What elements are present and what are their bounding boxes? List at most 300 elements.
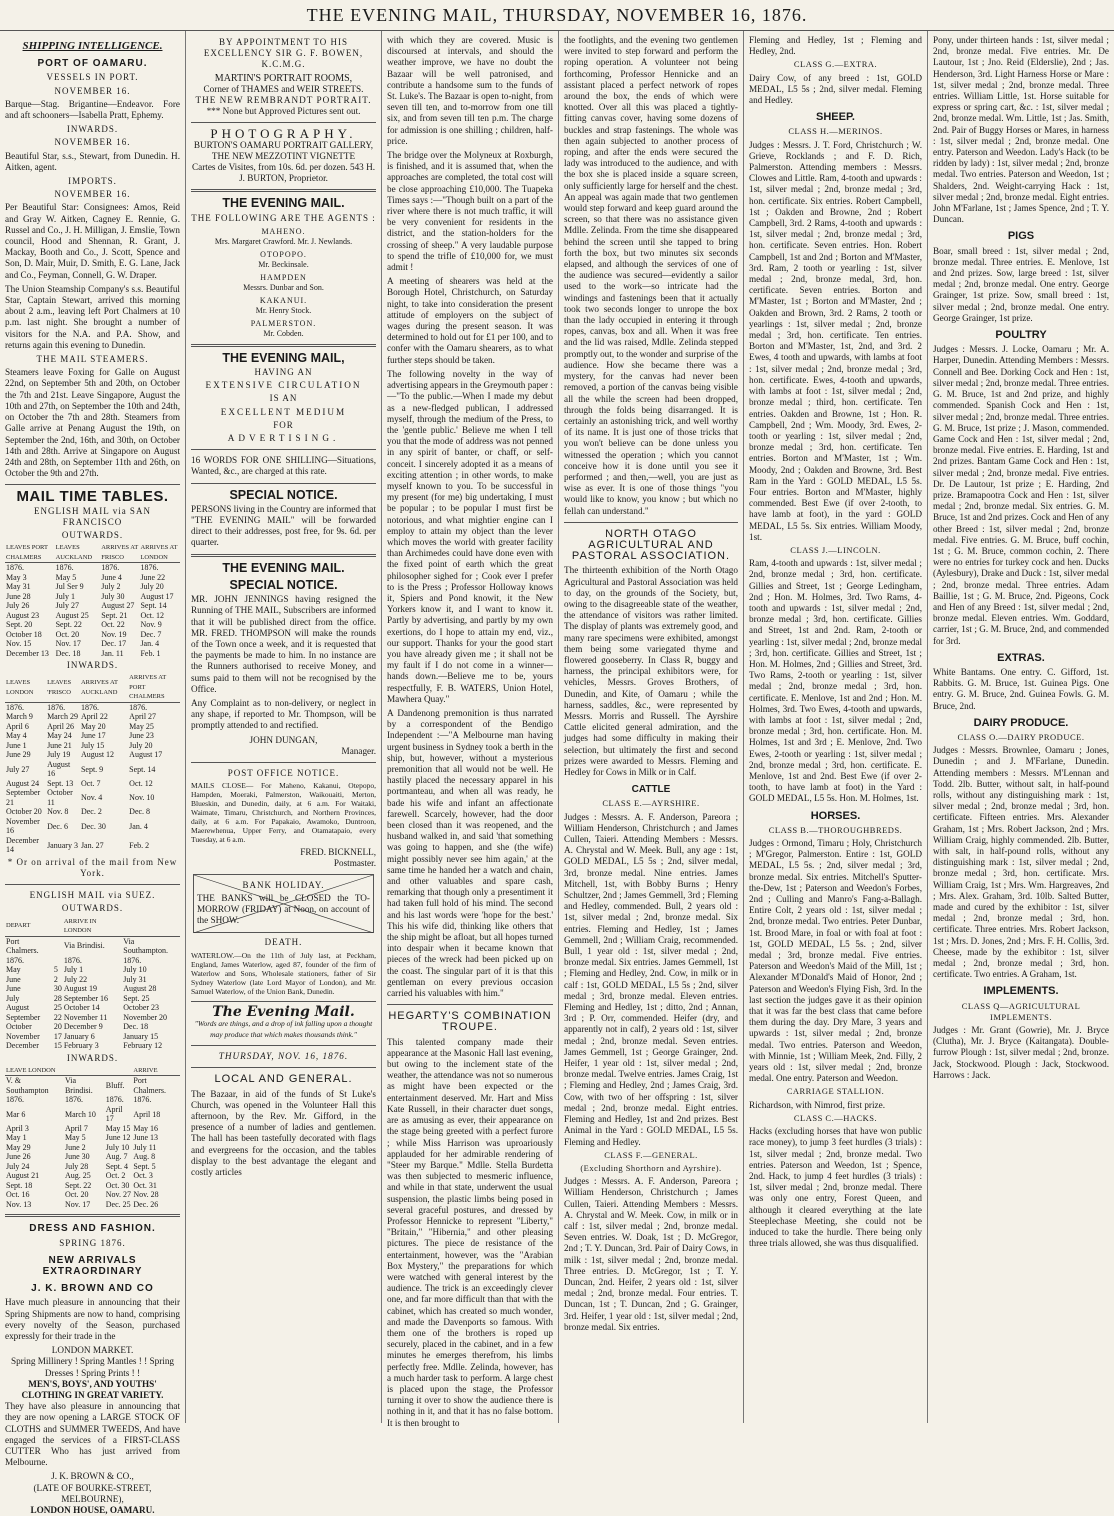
agent-town: HAMPDEN — [260, 272, 307, 282]
table-cell: Oct. 30 — [105, 1180, 130, 1190]
table-cell: June 28 — [6, 591, 31, 601]
table-cell: June 4 — [101, 572, 122, 582]
table-cell: Nov. 10 — [129, 793, 155, 803]
table-cell: Dec. 8 — [129, 807, 151, 817]
suez-inwards-heading: INWARDS. — [66, 1052, 119, 1063]
divider — [191, 189, 376, 192]
hacks-continued: Pony, under thirteen hands : 1st, silver medal ; 2nd, bronze medal. Five entries. Mr. De Lautour, 1st ; Jno. Reid (Elderslie), 2nd ; Jas. Henderson, 3rd. Light Harness Horse or Mare : 1st, silver medal ; 2nd, bronze medal. Three entries. William Little, 1st. Horse suitable for express or spring cart, &c. : 1st, silver medal ; 2nd, bronze medal. Wm. Little, 1st ; Jas. Smith, 2nd. Pair of Buggy Horses or Mares, in harness : 1st, silver medal ; 2nd, bronze medal. One entry. Paterson and Weedon. Lady's Hack (to be ridden by lady) : 1st, silver medal ; 2nd, bronze medal. Two entries. Paterson and Weedon, 1st ; Shalders, 2nd. Weight-carrying Hack : 1st, silver medal ; 2nd, bronze medal. Eight entries. John M'Farlane, 1st ; James Spence, 2nd ; T. Y. Duncan. — [933, 35, 1109, 225]
table-cell: June 12 — [105, 1133, 131, 1143]
spring-goods: Spring Millinery ! Spring Mantles ! ! Spring Dresses ! Spring Prints ! ! — [10, 1356, 175, 1378]
table-cell: 1876. — [133, 1095, 152, 1105]
hegarty-text: This talented company made their appearance at the Masonic Hall last evening, but owing to the inclement state of the weather, the attendance was not so numerous as might have been expected or the entertainment deserved. Mr. Hart and Miss Kate Russell, in their character duet songs, are as amusing as ever, their appearance on the stage being greeted with a perfect furore ; while Miss Harrison was uproariously applauded for her admirable rendering of "Steer my Barque." Mdlle. Stella Burdetta was then subjected to mesmeric influence, and while in that state, underwent the usual suspension, the plastic limbs being posed in several graceful postures, and dressed by Professor Hennicke to represent "Liberty," "Britain," "Hibernia," and other pleasing pictures. The piece de resistance of the entertainment, however, was the "Arabian Box Mystery," the preparations for which were watched with general interest by the audience. The trick is an exceedingly clever one, and far more difficult than that with the cabinet, which has created so much wonder, and made the Davenports so famous. With them one of the brothers is roped up securely, placed in the cabinet, and in a few minutes he emerges therefrom, his limbs perfectly free. Mdlle. Zelinda, however, has a much harder task to perform. A large chest is placed upon the stage, the Professor turning it over to show the audience there is nothing in it, and that it has no false bottom. It is then brought to — [387, 1036, 553, 1428]
cattle-text: Judges : Messrs. A. F. Anderson, Pareora ; William Henderson, Christchurch ; and James Cullen, Taieri. Attending Members : Messrs. A. Chrystal and W. Meek. Bull, any age : 1st, GOLD MEDAL, L5 5s ; 2nd, silver medal, 3rd, bronze medal. Nine entries. James Mitchell, 1st, with Bobby Burns ; Henry Schultzer, 2nd ; James Gemmell, 3rd ; Fleming and Hedley, commended. Bull, 2 years old : 1st, silver medal ; 2nd, bronze medal. Six entries. Fleming and Hedley, 1st ; James Gemmell, 2nd ; William Craig, recommended. Bull, 1 year old : 1st, silver medal ; 2nd, bronze medal. Six entries. James Gemmell, 1st ; Fleming and Hedley, 2nd. Cow, in milk or in calf : 1st, GOLD MEDAL, L5 5s ; 2nd, silver medal ; 3rd, bronze medal. Eleven entries. Fleming and Hedley, 1st ; ditto, 2nd ; Annan, 3rd ; P. Orr, commended. Heifer (dry, and apparently not in calf), 2 years old : 1st, silver medal ; 2nd, bronze medal. Seven entries. James Gemmell, 1st ; George Grainger, 2nd. Heifer, 1 year old : 1st, silver medal ; 2nd, bronze medal. Twelve entries. James Craig, 1st ; Fleming and Hedley, 2nd ; James Craig, 3rd. Cow, with two of her offspring : 1st, silver medal ; 2nd, bronze medal. Eight entries. Fleming and Hedley, 1st and 2nd prizes. Best Animal in the Yard : GOLD MEDAL, L5 5s. Fleming and Hedley. — [564, 811, 738, 1147]
table-cell: Oct. 3 — [133, 1171, 153, 1181]
steamers-text: Steamers leave Foxing for Galle on August 22nd, on September 5th and 20th, on October the 7th and 21st. Leave Singapore, August the 10th and 27th, on September the 10th and 24th, on October the 7th and 28th. Steamers from Galle arrive at Penang August the 19th, on September the 2nd, 16th, and 30th, on October 14th and 28th. Arrive at Singapore on August 24th and 28th, on September 11th and 26th, on October the 9th and 27th. — [5, 367, 180, 479]
table-cell: April 3 — [6, 1123, 29, 1133]
table-cell: December — [6, 1041, 39, 1051]
class-g-text: Dairy Cow, of any breed : 1st, GOLD MEDAL, L5 5s ; 2nd, silver medal. Fleming and Hedley. — [749, 72, 922, 106]
hegarty-heading: HEGARTY'S COMBINATION TROUPE. — [388, 1010, 552, 1034]
date-line: THURSDAY, NOV. 16, 1876. — [218, 1051, 349, 1062]
sf-note: * Or on arrival of the mail from New York. — [7, 856, 178, 879]
table-cell: Nov. 17 — [64, 1199, 91, 1209]
sheep-text: Judges : Messrs. J. T. Ford, Christchurch ; W. Grieve, Rocklands ; and F. D. Rich, Palmerston. Attending members : Messrs. Clowes and Little. Ram, 4-tooth and upwards : 1st, silver medal ; 2nd, bronze medal ; 3rd, hon. certificate. Six entries. Robert Campbell, 1st ; Oakden and Browne, 2nd ; Robert Campbell, 3rd. 2 Rams, 4-tooth and upwards : 1st, silver medal ; 2nd, bronze medal ; 3rd, hon. certificate. Seven entries. Hon. Robert Campbell, 1st and 2nd ; Borton and M'Master, 3rd. Ram, 2 tooth or yearling : 1st, silver medal ; 2nd, bronze medal, 3rd, hon. certificate. Seven entries. Borton and M'Master, 1st ; Borton and M'Master, 2nd ; Oakden and Brown, 3rd. 2 Rams, 2 tooth or yearlings : 1st, silver medal ; 2nd, bronze medal ; 3rd, hon. certificate. Ten entries. Borton and M'Master, 1st, 2nd, and 3rd. 2 Ewes, 4 tooth and upwards, with lambs at foot : 1st, silver medal ; 2nd, bronze medal ; 3rd, hon. certificate. Ewes, 4-tooth and upwards, with lambs at foot : 1st, silver medal ; 2nd, bronze medal ; third, hon. certificate. Ten entries. Oakden and Browne, 1st ; Hon. R. Campbell, 2nd ; Wm. Moody, 3rd. Ewes, 2-tooth or yearling : 1st, silver medal ; 2nd, bronze medal ; 3rd, hon. certificate. Ten entries. Borton and M'Master, 1st ; Wm. Moody, 2nd ; Oakden and Browne, 3rd. Best Ram in the Yard : GOLD MEDAL, L5 5s. Four entries. Borton and M'Master, highly commended. Best Ewe (if over 2-tooth, to have lamb at foot), in the yard : GOLD MEDAL, L5 5s. Six entries. William Moody, 1st. — [749, 139, 922, 542]
table-row — [5, 1076, 180, 1096]
table-cell: Nov. 15 — [6, 639, 32, 649]
table-row — [5, 722, 180, 732]
table-cell: 1876. — [55, 563, 74, 573]
in-port-date: NOVEMBER 16. — [54, 85, 131, 96]
column-header — [53, 917, 63, 937]
table-cell: January 6 — [63, 1031, 95, 1041]
table-cell: Sept. 5 — [133, 1161, 156, 1171]
table-cell: Aug. 7 — [105, 1152, 128, 1162]
table-cell: March 10 — [64, 1109, 96, 1119]
table-cell: January 3 — [47, 840, 78, 850]
suez-heading: ENGLISH MAIL via SUEZ. — [29, 890, 156, 901]
table-cell: 22 — [53, 1012, 62, 1022]
table-row — [5, 936, 180, 956]
table-cell: February 12 — [123, 1041, 163, 1051]
table-row — [5, 760, 180, 779]
for-line: FOR — [273, 419, 294, 430]
table-cell: July 27 — [55, 601, 79, 611]
agents-heading: THE EVENING MAIL. — [222, 196, 345, 211]
table-cell: 1876. — [64, 1095, 83, 1105]
table-row — [5, 788, 180, 807]
table-cell: May 20 — [80, 721, 106, 731]
table-cell: June 26 — [6, 1152, 31, 1162]
table-cell: July 26 — [6, 601, 30, 611]
table-cell: August 21 — [6, 1171, 40, 1181]
troupe-text: the footlights, and the evening two gentlemen were invited to step forward and perform the roping operation. A volunteer not being forthcoming, Professor Hennicke and an assistant placed a perfect network of ropes around the box, the ends of which were knotted. Over all this was placed a tightly-fitting canvas cover, having some dozens of buckles and strap fastenings. The whole was then again subjected to another process of roping, and after the ends were secured the lady was introduced to the audience, and with the box she is placed inside a square screen, only sufficiently large for herself and the chest. An appeal was again made that two gentlemen would step forward and keep guard around the screen, so that there was no assistance given Mdlle. Zelinda. From the time she disappeared behind the screen until she tapped to bring forth the box, but two minutes six seconds elapsed, and although the services of one of the audience was secured—evidently a sailor used to the work—so intricate had the windings and fastenings been that it actually took two seconds longer to unrope the box than the lady occupied in entering it through ropes, canvas, box and all. When it was free and the lid was raised, Mdlle. Zelinda stepped promptly out, to the wonder and surprise of the audience. How she became there was a mystery, for the canvas had never been removed, a portion of the canvas being visible all the while the screen had been dropped, through the folds being disarranged. It is certainly an astonishing trick, and well worthy of its name. It is just one of those tricks that you won't believe can be done unless you witnessed the operation ; which you cannot conceive how it is done until you see it performed ; and then,—well, you are just as wise as ever. It is one of those things "you would like to know, you know ; but which no fellah can understand." — [564, 35, 738, 516]
column-header: LEAVE LONDON — [5, 1066, 64, 1076]
table-cell: 1876. — [63, 955, 82, 965]
column-header — [122, 917, 180, 937]
pigs-heading: PIGS — [1007, 230, 1035, 243]
table-cell: April 27 — [129, 712, 157, 722]
table-cell: Jul Ser 9 — [55, 582, 84, 592]
table-cell: Via Brindisi. — [63, 941, 105, 951]
table-cell — [53, 956, 63, 966]
is-an-line: IS AN — [269, 393, 298, 404]
table-cell: Via Brindisi. — [64, 1076, 93, 1095]
new-arrivals-heading: NEW ARRIVALS EXTRAORDINARY — [42, 1254, 143, 1277]
agents-list — [191, 227, 376, 339]
table-cell: August 12 — [80, 750, 115, 760]
lincoln-text: Ram, 4-tooth and upwards : 1st, silver medal ; 2nd, bronze medal ; 3rd, hon. certificate. Gillies and Street, 1st ; George Ledingham, 2nd ; Hon. M. Holmes, 3rd. Two Rams, 4-tooth and upwards : 1st, silver medal ; 2nd, bronze medal ; 3rd, hon. certificate. Gillies and Street, 1st and 2nd. Ram, 2-tooth or yearling : 1st, silver medal ; 2nd, bronze medal ; 3rd, hon. certificate. Gillies and Street, 1st ; Hon. M. Holmes, 2nd ; Gillies and Street, 3rd. Two Rams, 2-tooth or yearling : 1st, silver medal ; 2nd, bronze medal ; 3rd, hon. certificate. E. Menlove, 1st and 2nd ; Hon. M. Holmes, 3rd. Two Ewes, 4-tooth and upwards, with lambs at foot : 1st, silver medal ; 2nd, bronze medal ; 3rd, hon. certificate. Hon. M. Holmes, 1st and 3rd ; E. Menlove, 2nd. Two Ewes, 2-tooth or yearling : 1st, silver medal ; 2nd, bronze medal ; 3rd, hon. certificate. E. Menlove, 1st and 2nd. Best Ewe (if over 2-tooth, to have lamb at foot) in the Yard : GOLD MEDAL, L5 5s. Hon. M. Holmes, 1st. — [749, 558, 922, 804]
table-cell: May 25 — [129, 721, 154, 731]
table-cell: May 5 — [64, 1133, 86, 1143]
excellent-line: EXCELLENT MEDIUM — [220, 406, 347, 417]
table-cell: 30 — [53, 984, 62, 994]
table-cell: 5 — [53, 965, 58, 975]
dress-heading: DRESS AND FASHION. — [29, 1223, 156, 1235]
table-cell: March 9 — [6, 712, 33, 722]
table-cell: July 1 — [55, 591, 75, 601]
sf-heading: ENGLISH MAIL via SAN FRANCISCO — [34, 505, 151, 527]
table-cell: 1876. — [6, 702, 24, 712]
suez-inwards-table — [5, 1066, 180, 1210]
table-cell: May 16 — [133, 1123, 159, 1133]
table-row — [5, 1181, 180, 1191]
mail-tables-heading: MAIL TIME TABLES. — [16, 488, 169, 506]
table-cell: 1876. — [101, 563, 120, 573]
table-row — [5, 1200, 180, 1210]
table-cell: 1876. — [6, 563, 24, 573]
table-row — [5, 1022, 180, 1032]
table-cell: May — [6, 965, 21, 975]
column-header — [105, 1066, 133, 1076]
class-f-heading: CLASS F.—GENERAL. — [604, 1149, 698, 1160]
table-cell: Dec. 18 — [55, 648, 81, 658]
in-port-text: Barque—Stag. Brigantine—Endeavor. Fore and aft schooners—Isabella Pratt, Ephemy. — [5, 98, 180, 121]
table-cell: November 11 — [63, 1012, 108, 1022]
table-cell: October 20 — [6, 807, 42, 817]
table-cell: July 24 — [6, 1161, 30, 1171]
table-cell: Feb. 2 — [129, 840, 150, 850]
table-cell: May 24 — [47, 731, 72, 741]
table-cell: 1876. — [105, 1095, 124, 1105]
table-cell: July 1 — [63, 965, 84, 975]
table-row — [5, 1124, 180, 1134]
table-cell: June 17 — [80, 731, 106, 741]
table-cell: Oct. 20 — [64, 1190, 89, 1200]
table-row — [5, 611, 180, 621]
divider — [191, 1001, 376, 1002]
table-row — [5, 817, 180, 836]
table-cell: Aug. 8 — [133, 1152, 156, 1162]
union-text: The Union Steamship Company's s.s. Beautiful Star, Captain Stewart, arrived this morning about 2 a.m., leaving left Port Chalmers at 10 p.m. last night. She brought a number of visitors for the N.A. and P.A. Show, and returns again this evening to Dunedin. — [5, 283, 180, 350]
table-cell: Sept. 14 — [129, 764, 156, 774]
table-cell: August 23 — [6, 610, 40, 620]
suez-outwards-table — [5, 917, 180, 1051]
table-row — [5, 1171, 180, 1181]
hacks-text: Hacks (excluding horses that have won public race money), to jump 3 feet hurdles (3 trials) : 1st, silver medal ; 2nd, bronze medal. Two entries. Paterson and Weedon, 1st ; Spence, 2nd. Hack, to jump 4 feet hurdles (3 trials) : 1st, silver medal ; 2nd, bronze medal. There was only one entry, Forest Queen, and although it cleared everything at the late Steeplechase Meeting, she could not be induced to take the hurdle. There being only three trials allowed, she was thus disqualified. — [749, 1126, 922, 1249]
table-cell: July 10 — [105, 1142, 130, 1152]
martin-heading: MARTIN'S PORTRAIT ROOMS, — [214, 72, 353, 84]
table-cell: Oct. 31 — [133, 1180, 157, 1190]
rembrandt-line: THE NEW REMBRANDT PORTRAIT. — [195, 95, 372, 106]
table-cell: June 23 — [129, 731, 154, 741]
table-row — [5, 750, 180, 760]
table-row — [5, 965, 180, 975]
table-row — [5, 1152, 180, 1162]
carriage-heading: CARRIAGE STALLION. — [786, 1086, 885, 1097]
steamers-heading: THE MAIL STEAMERS. — [36, 354, 149, 365]
table-cell: Feb. 1 — [140, 648, 161, 658]
agent-name: Mr. Cobden. — [263, 328, 304, 338]
table-cell: July 10 — [123, 965, 147, 975]
table-cell: August 24 — [6, 778, 40, 788]
table-cell: August — [6, 1003, 30, 1013]
table-cell: November 20 — [123, 1012, 168, 1022]
table-cell: June — [6, 984, 21, 994]
table-cell: July 11 — [133, 1142, 157, 1152]
column-4 — [559, 31, 744, 1423]
table-row — [5, 630, 180, 640]
table-cell: Nov. 28 — [133, 1190, 159, 1200]
column-2 — [186, 31, 382, 1423]
cross-out-mark — [194, 875, 373, 933]
table-cell: Dec. 6 — [47, 821, 68, 831]
column-header: LEAVES PORT CHALMERS — [5, 543, 55, 563]
death-text: WATERLOW.—On the 11th of July last, at Peckham, England, James Waterlow, aged 87, founder of the firm of Waterlow and Sons, Wholesale stationers, father of Sir Sydney Waterlow (late Lord Mayor of London), and Mr. Samuel Waterlow, of the Union Bank, Dunedin. — [191, 950, 376, 996]
table-cell: Sept. 13 — [47, 778, 74, 788]
page-columns — [0, 31, 1114, 1516]
agent-town: MAHENO. — [261, 226, 306, 236]
postmaster-title: Postmaster. — [333, 858, 376, 869]
show-heading: NORTH OTAGO AGRICULTURAL AND PASTORAL ASSOCIATION. — [571, 527, 731, 563]
table-row — [5, 1041, 180, 1051]
table-cell: Bluff. — [105, 1081, 125, 1091]
class-f-continued: Fleming and Hedley, 1st ; Fleming and Hedley, 2nd. — [749, 35, 922, 57]
poultry-text: Judges : Messrs. J. Locke, Oamaru ; Mr. A. Harper, Dunedin. Attending Members : Messrs. Connell and Bee. Dorking Cock and Hen : 1st, silver medal ; 2nd, bronze medal. Three entries. G. M. Bruce, 1st and 2nd prize, and highly commended. Spanish Cock and Hen : 1st, silver medal ; 2nd, bronze medal. Three entries. G. M. Bruce, 1st prize ; J. Mason, commended. Game Cock and Hen : 1st, silver medal ; 2nd, bronze medal. Five entries. E. Harding, 1st and 2nd prizes. Bantam Game Cock and Hen : 1st, silver medal ; 2nd, bronze medal. Five entries. Dr. De Lautour, 1st prize ; E. Harding, 2nd prize. Bramapootra Cock and Hen : 1st, silver medal ; 2nd, bronze medal. Six entries. G. M. Bruce, 1st and 2nd prizes. Cock and Hen of any other Breed : 1st, silver medal ; 2nd, bronze medal. Five entries. G. M. Bruce, buff cochin, 1st ; G. M. Bruce, common cochin, 2. There were no entries for turkey cock and hen. Ducks (Aylesbury), Drake and Duck : 1st, silver medal ; 2nd, bronze medal. Three entries. Adam Baillie, 1st ; G. M. Bruce, 2nd. Pigeons, Cock and Hen of any Breed : 1st, silver medal ; 2nd, bronze medal. Eleven entries. Wm. Goddard, carrier, 1st ; G. M. Bruce, 2nd, and commended for 3rd. — [933, 344, 1109, 646]
agents-intro: THE FOLLOWING ARE THE AGENTS : — [191, 212, 376, 223]
table-row — [5, 1143, 180, 1153]
divider — [5, 1214, 180, 1217]
table-cell: Port Chalmers. — [133, 1076, 167, 1095]
agent-town: PALMERSTON. — [250, 318, 317, 328]
port-heading: PORT OF OAMARU. — [37, 58, 148, 70]
dairy-heading: DAIRY PRODUCE. — [973, 716, 1069, 729]
class-f-sub: (Excluding Shorthorn and Ayrshire). — [580, 1162, 722, 1173]
table-cell: August 17 — [129, 750, 163, 760]
table-cell: Oct. 22 — [101, 620, 125, 630]
table-cell: September 16 — [63, 993, 109, 1003]
table-row — [5, 712, 180, 722]
table-cell: Dec. 30 — [80, 821, 106, 831]
brown-heading: J. K. BROWN AND CO — [31, 1283, 154, 1295]
table-row — [5, 1003, 180, 1013]
table-cell: June 29 — [6, 750, 31, 760]
mezzotint: THE NEW MEZZOTINT VIGNETTE — [211, 150, 356, 161]
table-cell: April 6 — [6, 721, 29, 731]
table-cell: May 5 — [55, 572, 77, 582]
table-cell: June 13 — [133, 1133, 159, 1143]
table-row — [5, 1190, 180, 1200]
table-row — [5, 731, 180, 741]
bank-holiday-notice — [193, 874, 374, 934]
dungan-name: JOHN DUNGAN, — [249, 734, 318, 745]
table-cell: July 30 — [101, 591, 125, 601]
column-header — [64, 1066, 105, 1076]
table-cell: Oct. 7 — [80, 778, 101, 788]
table-cell: July 22 — [63, 974, 88, 984]
table-cell: Sept. 20 — [6, 620, 33, 630]
complaint-text: Any Complaint as to non-delivery, or neglect in any shape, if reported to Mr. Thompson, will be promptly attended to and rectified. — [191, 697, 376, 731]
poultry-heading: POULTRY — [995, 329, 1047, 342]
shipping-heading: SHIPPING INTELLIGENCE. — [22, 40, 163, 52]
extras-text: White Bantams. One entry. C. Gifford, 1st. Rabbits. G. M. Bruce, 1st. Guinea Pigs. One entry. G. M. Bruce, 2nd. Guinea Fowls. G. M. Bruce, 2nd. — [933, 666, 1109, 711]
imports-text: Per Beautiful Star: Consignees: Amos, Reid and Gray W. Aitken, Cagney E. Rennie, G. Russel and Co., J. H. Milligan, J. Emslie, Town council, Hood and Shennan, R. Grant, J. Mackay, Booth and Co., J. Scott, Spence and Son, D. Mair, Muir, D. Smith, E. G. Lane, Jack and Co., Feyman, Connell, G. W. Draper. — [5, 202, 180, 280]
table-cell: July 27 — [6, 764, 30, 774]
table-cell: July — [6, 993, 20, 1003]
table-cell: July 28 — [64, 1161, 89, 1171]
table-row — [5, 573, 180, 583]
london-market: LONDON MARKET. — [51, 1345, 134, 1356]
agent-town: KAKANUI. — [259, 295, 308, 305]
table-row — [5, 1032, 180, 1042]
spring-heading: SPRING 1876. — [59, 1237, 126, 1248]
table-cell: July 2 — [101, 582, 121, 592]
table-cell: June — [6, 974, 21, 984]
brown-house: LONDON HOUSE, OAMARU. — [30, 1505, 155, 1516]
table-cell: June 2 — [64, 1142, 86, 1152]
column-header: ARRIVE — [132, 1066, 180, 1076]
table-cell: 1876. — [129, 702, 148, 712]
table-cell: V. & Southampton — [6, 1076, 49, 1095]
table-cell: Sept. 21 — [101, 610, 128, 620]
imports-heading: IMPORTS. — [68, 176, 117, 187]
table-cell: November — [6, 1031, 40, 1041]
table-cell: June 21 — [47, 740, 72, 750]
table-cell: 20 — [53, 1022, 62, 1032]
table-cell: Dec. 17 — [101, 639, 127, 649]
divider — [191, 344, 376, 347]
horses-text: Judges : Ormond, Timaru ; Holy, Christchurch ; M'Gregor, Palmerston. Entire : 1st, GOLD MEDAL, L5 5s. ; 2nd, silver medal ; 3rd, bronze medal. Six entries. Mitchell's Sputter-the-Dew, 1st ; Paterson and Weedon's Forbes, 2nd ; Culling and Manro's Fang-a-Ballagh. Entire Colt, 2 years old : 1st, silver medal ; 2nd, bronze medal. Two entries. Peter Dunbar, 1st. Brood Mare, in foal or with foal at foot : 1st, GOLD MEDAL, L5 5s. ; 2nd, silver medal ; 3rd, bronze medal. Five entries. Paterson and Weedon's Maid of the Mill, 1st ; Alexander M'Donald's Maid of Honor, 2nd ; Paterson and Weedon's Flying Fish, 3rd. In the last section the judges gave it as their opinion that it was far the best class that came before them during the day. Dry Mare, 3 years and upwards : 1st, silver medal ; 2nd, bronze medal. Two entries. Paterson and Weedon, with Minnie, 1st ; William Meek, 2nd. Filly, 2 years old : 1st, silver medal ; 2nd, bronze medal. One entry. Paterson and Weedon. — [749, 838, 922, 1084]
table-cell: 1876. — [140, 563, 159, 573]
table-cell: August 19 — [63, 984, 97, 994]
table-cell: December 14 — [6, 835, 39, 855]
local-text: The Bazaar, in aid of the funds of St Luke's Church, was opened in the Volunteer Hall this afternoon, by the Rev. Mr. Gifford, in the presence of a number of ladies and gentlemen. The hall has been tastefully decorated with flags and evergreens for the occasion, and the tables display to the best advantage the elegant and costly articles — [191, 1088, 376, 1177]
table-cell: July 19 — [47, 750, 71, 760]
table-cell: 28 — [53, 993, 62, 1003]
table-cell: May 31 — [6, 582, 31, 592]
divider — [191, 449, 376, 450]
circulation-heading: THE EVENING MAIL, — [222, 350, 345, 365]
column-header: LEAVES AUCKLAND — [55, 543, 101, 563]
special-notice-1: SPECIAL NOTICE. — [229, 487, 338, 502]
table-row — [5, 779, 180, 789]
bazaar-text: with which they are covered. Music is discoursed at intervals, and should the weather improve, we have no doubt the Bazaar will be well patronised, and contribute a handsome sum to the funds of St. Luke's. The Bazaar is open to-night, from seven till ten, and to-morrow from one till six, and from seven till ten p.m. The charge for admission is one shilling ; children, half-price. — [387, 35, 553, 146]
inwards-heading: INWARDS. — [66, 124, 119, 135]
table-cell: Dec. 2 — [80, 807, 102, 817]
column-header: ARRIVES AT AUCKLAND — [80, 673, 128, 702]
table-cell: January 15 — [123, 1031, 159, 1041]
table-cell: October — [6, 1022, 32, 1032]
table-cell: August 17 — [140, 591, 174, 601]
table-cell: October 18 — [6, 629, 42, 639]
sheep-class: CLASS H.—MERINOS. — [788, 126, 883, 137]
extensive-line: EXTENSIVE CIRCULATION — [205, 380, 362, 391]
table-cell: 1876. — [6, 1095, 24, 1105]
show-text: The thirteenth exhibition of the North Otago Agricultural and Pastoral Association was held to day, on the grounds of the Society, but, owing to the disagreeable state of the weather, the attendance of visitors was rather limited. The display of plants was extremely good, and many rare specimens were exhibited, amongst them being some variegated thyme and flowered gooseberry. In Class R, buggy and harness, the principal exhibitors were, for vehicles, Messrs. Groves Brothers, of Dunedin, and Kite, of Oamaru ; while the harness, saddles, &c., were represented by Messrs. Morris and Russell. The Ayrshire Cattle elicited general admiration, and the judges had some difficulty in making their selection, but ultimately the first and second prizes were awarded to Messrs. Fleming and Hedley for Cows in Milk or in Calf. — [564, 565, 738, 777]
table-row — [5, 1105, 180, 1124]
post-office-heading: POST OFFICE NOTICE. — [227, 767, 340, 778]
agent-town: OTOPOPO. — [260, 249, 307, 259]
table-cell: Port Chalmers. — [6, 936, 39, 956]
imports-date: NOVEMBER 16. — [54, 189, 131, 200]
column-3 — [382, 31, 559, 1428]
lincoln-heading: CLASS J.—LINCOLN. — [790, 544, 881, 555]
jennings-text: MR. JOHN JENNINGS having resigned the Running of THE MAIL, Subscribers are informed that it will be published direct from the office. MR. FRED. THOMPSON will make the rounds of the Town once a week, and it is requested that the payments be made to him. In no instance are the Runners authorised to receive Money, and sums paid to them will not be recognised by the Office. — [191, 594, 376, 694]
publican-text: The following novelty in the way of advertising appears in the Greymouth paper :—"To the public.—When I made my debut as a new-fledged publican, I addressed myself, through the medium of the Press, to the 'gentle public.' Believe me when I tell you that the mode of address was not penned in any spirit of banter, or chaff, or self-conceit. I sincerely adopted it as a means of exciting attention ; in other words, to make myself known to you. To be successful in my present (for me) big undertaking, I must be popular ; to be popular I must first be notorious, and what mightier engine can I employ to attain my object than the lever which moves the world with greater facility than Archimedes could have done even with the fixed point of earth which the great philosopher sighed for ; Cook ever I prefer to is the Press ; Professor Holloway knows it, Spiers and Pond knowit, it the New Yorkers know it, and I want to know it. Partly by advertising, and partly by my own exertions, do I hope to attain my end, viz., our support. Thanks for your the good start you have already given me ; it shall not be my fault if I do not come in a winner—hands down.—Believe me to be, yours respectfully, F. B. WATERS, Union Hotel, Mawhera Quay." — [387, 368, 553, 704]
divider — [5, 884, 180, 885]
table-cell: Sept. 22 — [55, 620, 82, 630]
carriage-text: Richardson, with Nimrod, first prize. — [749, 1099, 886, 1110]
column-header: DEPART — [5, 917, 53, 937]
table-cell: June 22 — [140, 572, 166, 582]
table-cell: Oct. 12 — [140, 610, 164, 620]
table-cell: Nov. 4 — [80, 793, 103, 803]
table-row — [5, 582, 180, 592]
gothic-title: The Evening Mail. — [212, 1003, 355, 1020]
table-cell — [53, 936, 63, 956]
sf-outwards-table — [5, 543, 180, 658]
table-cell: April 17 — [105, 1104, 123, 1124]
table-cell: Via Southampton. — [123, 936, 168, 956]
dairy-class: CLASS O.—DAIRY PRODUCE. — [957, 731, 1085, 742]
post-office-text: MAILS CLOSE— For Maheno, Kakanui, Otepopo, Hampden, Moeraki, Palmerston, Waikouaiti, Merton, Blueskin, and Dunedin, daily, at 6 a.m. For Waitaki, Waimate, Timaru, Christchurch, and Northern Provinces, daily, at 6 a.m. For Papakaio, Awamoko, Duntroon, Maerewhenua, Upper Ferry, and Otamatapaio, every Tuesday, at 6 a.m. — [191, 781, 376, 845]
table-row — [5, 1013, 180, 1023]
table-cell: December 13 — [6, 648, 49, 658]
shearers-text: A meeting of shearers was held at the Borough Hotel, Christchurch, on Saturday night, to take into consideration the present attitude of employers on the subject of wages during the present season. It was determined to hold out for £1 per 100, and to confer with the Oamaru shearers, as to what further steps should be taken. — [387, 276, 553, 365]
burton-gallery: BURTON'S OAMARU PORTRAIT GALLERY, — [193, 139, 374, 150]
dairy-text: Judges : Messrs. Brownlee, Oamaru ; Jones, Dunedin ; and J. M'Farlane, Dunedin. Attending members : Messrs. M'Lennan and Todd. 2lb. Butter, without salt, in half-pound rolls, without any distinguishing mark : 1st, silver medal ; 2nd, bronze medal ; 3rd, hon. certificate. Fifteen entries. Mrs. Alexander Graham, 1st ; Mrs. Robert Jackson, 2nd ; Mrs. William Craig, highly commended. 2lb. Butter, with salt, in half-pound rolls, without any distinguishing mark : 1st, silver medal ; 2nd, bronze medal ; 3rd, hon. certificate. Mrs. William Craig, 1st ; Mrs. Wm. Hargreaves, 2nd ; Mrs. Alex. Graham, 3rd. 10lb. Salted Butter, made and cured by the exhibitor : 1st, silver medal ; 2nd, bronze medal ; 3rd, hon. certificate. Three entries. Mrs. Robert Jackson, 1st ; Mrs. D. Jones, 2nd ; Mrs. F. H. Collis, 3rd. Cheese, made by the exhibitor : 1st, silver medal ; 2nd, bronze medal ; 3rd, hon. certificate. Two entries. A Graham, 1st. — [933, 745, 1109, 980]
pigs-text: Boar, small breed : 1st, silver medal ; 2nd, bronze medal. Three entries. E. Menlove, 1st and 2nd prizes. Sow, large breed : 1st, silver medal ; 2nd, bronze medal. One entry. George Grainger, 1st prize. Sow, small breed : 1st, silver medal ; 2nd, bronze medal. One entry. George Grainger, 1st prize. — [933, 245, 1109, 323]
hacks-heading: CLASS C.—HACKS. — [793, 1112, 878, 1123]
table-cell: July 20 — [129, 740, 153, 750]
bank-holiday-text: THE BANKS will be CLOSED the TO-MORROW (FRIDAY) at Noon, on account of the SHOW. — [197, 892, 370, 926]
table-row — [5, 984, 180, 994]
table-row — [5, 975, 180, 985]
divider — [5, 484, 180, 485]
table-row — [5, 1133, 180, 1143]
table-cell: 1876. — [123, 955, 142, 965]
having-line: HAVING AN — [254, 367, 313, 378]
column-1 — [0, 31, 186, 1516]
manager-title: Manager. — [341, 745, 376, 756]
table-cell: April 18 — [133, 1109, 161, 1119]
brown-late: (LATE OF BOURKE-STREET, MELBOURNE), — [33, 1482, 152, 1504]
table-cell: Oct. 12 — [129, 778, 153, 788]
divider — [191, 122, 376, 123]
table-row — [5, 836, 180, 855]
appointment: BY APPOINTMENT TO HIS EXCELLENCY SIR G. F. BOWEN, K.C.M.G. — [203, 37, 364, 70]
table-cell: June 1 — [6, 740, 27, 750]
table-cell: March 29 — [47, 712, 78, 722]
table-row — [5, 741, 180, 751]
brown-text-1: Have much pleasure in announcing that their Spring Shipments are now to hand, comprising every novelty of the Season, purchased expressly for their trade in the — [5, 1297, 180, 1341]
table-cell: Sept. 18 — [6, 1180, 33, 1190]
suez-outwards-heading: OUTWARDS. — [61, 903, 124, 914]
table-cell: Sept. 22 — [64, 1180, 92, 1190]
table-cell: Oct. 16 — [6, 1190, 30, 1200]
bridge-text: The bridge over the Molyneux at Roxburgh, is finished, and it is assumed that, when the approaches are completed, the total cost will be close approaching £10,000. The Tuapeka Times says :—"Though built on a part of the river where there is not much traffic, it will be very convenient for residents in the district, and the station-holders for the crossing of sheep." A very laudable purpose to spend the trifle of £10,000 for, we must admit ! — [387, 150, 553, 273]
table-cell: 1876. — [80, 702, 99, 712]
agent-name: Mr. Beckinsale. — [258, 259, 309, 269]
table-cell: October 14 — [63, 1003, 100, 1013]
agent-name: Mr. Henry Stock. — [255, 305, 312, 315]
table-cell: October 11 — [47, 788, 73, 807]
table-row — [5, 563, 180, 573]
column-5 — [744, 31, 928, 1423]
cattle-heading: CATTLE — [631, 784, 671, 796]
table-cell: April 22 — [80, 712, 108, 722]
photography-heading: PHOTOGRAPHY. — [210, 126, 357, 142]
table-cell: August 16 — [47, 759, 71, 779]
divider — [191, 762, 376, 763]
table-cell: August 25 — [55, 610, 89, 620]
table-row — [5, 639, 180, 649]
table-cell: November 16 — [6, 816, 40, 836]
table-cell: Nov. 19 — [101, 629, 127, 639]
sf-inwards-heading: INWARDS. — [66, 660, 119, 671]
class-f-text: Judges : Messrs. A. F. Anderson, Pareora ; William Henderson, Christchurch ; James Cullen, Taieri. Attending Members : Messrs. A. Chrystal and W. Meek. Cow, in milk or in calf : 1st, silver medal ; 2nd, bronze medal. Seven entries. W. Doak, 1st ; D. McGregor, 2nd ; T. Y. Duncan, 3rd. Pair of Dairy Cows, in milk : 1st, silver medal ; 2nd, bronze medal. Three entries. D. McGregor, 1st ; T. Y. Duncan, 2nd. Heifer, 2 years old : 1st, silver medal ; 2nd, bronze medal. Four entries. T. Duncan, 1st ; T. Duncan, 2nd ; G. Grainger, 3rd. Heifer, 1 year old : 1st, silver medal ; 2nd, bronze medal. Six entries. — [564, 1176, 738, 1332]
table-cell: July 31 — [123, 974, 147, 984]
table-cell: Dec. 18 — [123, 1022, 149, 1032]
table-cell: July 20 — [140, 582, 164, 592]
